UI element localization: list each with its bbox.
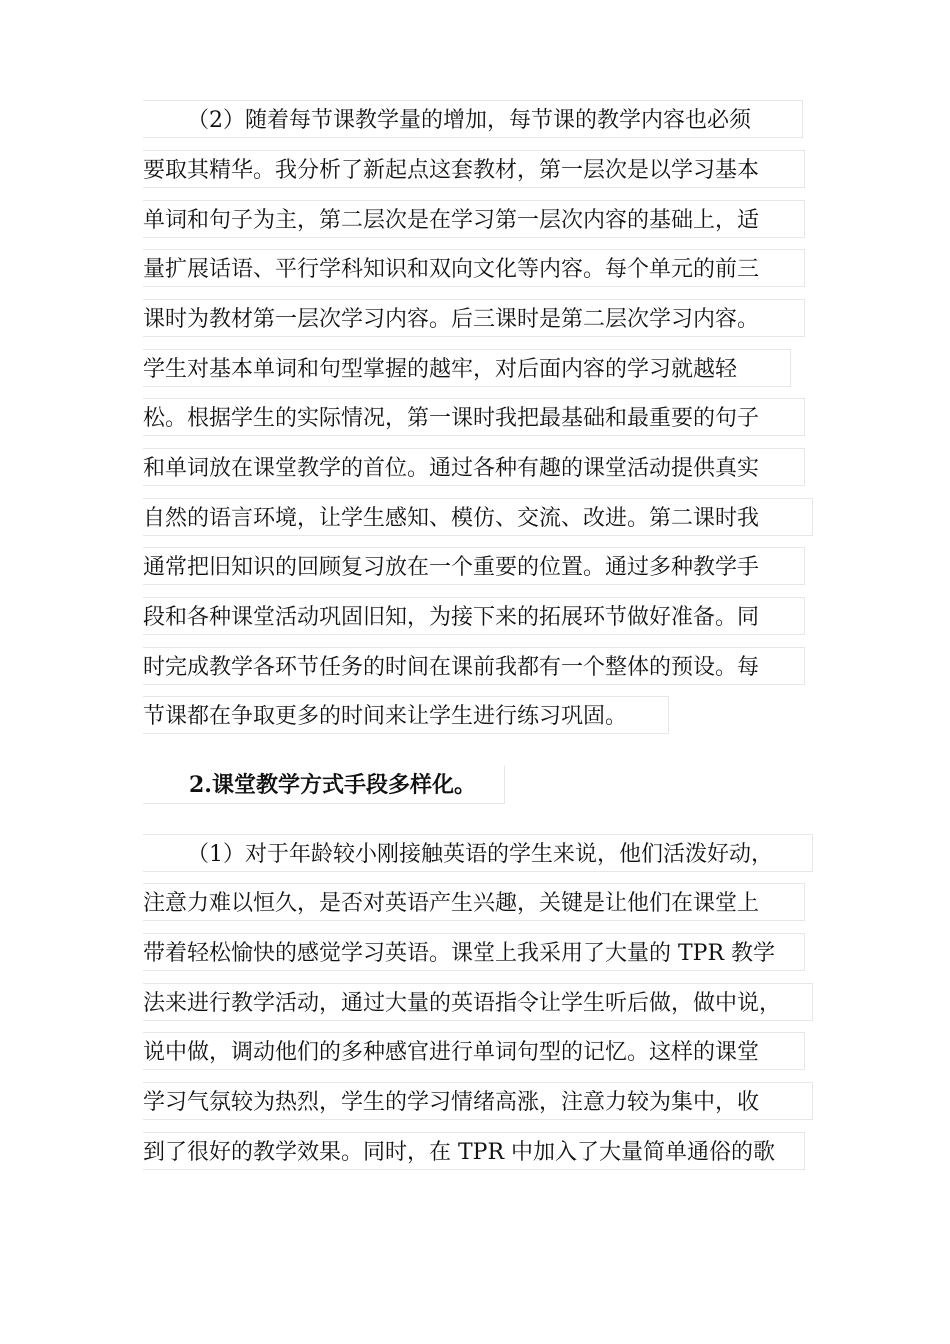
line-text: 带着轻松愉快的感觉学习英语。课堂上我采用了大量的 TPR 教学 xyxy=(143,941,776,966)
line-text: 和单词放在课堂教学的首位。通过各种有趣的课堂活动提供真实 xyxy=(143,456,760,481)
paragraph-2-line-1 xyxy=(143,834,813,872)
line-text: 量扩展话语、平行学科知识和双向文化等内容。每个单元的前三 xyxy=(143,257,760,282)
line-text: 单词和句子为主，第二层次是在学习第一层次内容的基础上，适 xyxy=(143,208,760,233)
paragraph-2-line-7 xyxy=(143,1132,805,1170)
paragraph-1-line-12 xyxy=(143,647,805,685)
paragraph-1-line-10 xyxy=(143,547,805,585)
paragraph-1-line-2 xyxy=(143,150,805,188)
paragraph-1-line-9 xyxy=(143,498,813,536)
paragraph-1-line-3 xyxy=(143,200,805,238)
line-text: 自然的语言环境，让学生感知、模仿、交流、改进。第二课时我 xyxy=(143,506,760,531)
line-text: 要取其精华。我分析了新起点这套教材，第一层次是以学习基本 xyxy=(143,158,760,183)
paragraph-2-line-3 xyxy=(143,933,805,971)
line-text: 段和各种课堂活动巩固旧知，为接下来的拓展环节做好准备。同 xyxy=(143,605,760,630)
line-text: （2）随着每节课教学量的增加，每节课的教学内容也必须 xyxy=(187,108,751,133)
paragraph-1-line-13 xyxy=(143,696,669,734)
line-text: 学生对基本单词和句型掌握的越牢，对后面内容的学习就越轻 xyxy=(143,357,738,382)
paragraph-1-line-1 xyxy=(143,100,803,138)
paragraph-1-line-8 xyxy=(143,448,805,486)
line-text: 法来进行教学活动，通过大量的英语指令让学生听后做，做中说， xyxy=(143,991,782,1016)
paragraph-2-line-5 xyxy=(143,1032,805,1070)
section-heading xyxy=(143,766,505,804)
line-text: 到了很好的教学效果。同时，在 TPR 中加入了大量简单通俗的歌 xyxy=(143,1140,776,1165)
line-text: 课时为教材第一层次学习内容。后三课时是第二层次学习内容。 xyxy=(143,307,760,332)
line-text: 时完成教学各环节任务的时间在课前我都有一个整体的预设。每 xyxy=(143,655,760,680)
line-text: 学习气氛较为热烈，学生的学习情绪高涨，注意力较为集中，收 xyxy=(143,1090,760,1115)
paragraph-1-line-6 xyxy=(143,349,791,387)
paragraph-1-line-7 xyxy=(143,398,805,436)
line-text: 2.课堂教学方式手段多样化。 xyxy=(189,772,476,798)
line-text: 节课都在争取更多的时间来让学生进行练习巩固。 xyxy=(143,704,628,729)
paragraph-1-line-5 xyxy=(143,299,805,337)
line-text: （1）对于年龄较小刚接触英语的学生来说，他们活泼好动， xyxy=(187,842,773,867)
line-text: 通常把旧知识的回顾复习放在一个重要的位置。通过多种教学手 xyxy=(143,555,760,580)
paragraph-2-line-6 xyxy=(143,1082,813,1120)
paragraph-1-line-11 xyxy=(143,597,805,635)
paragraph-2-line-2 xyxy=(143,883,805,921)
line-text: 说中做，调动他们的多种感官进行单词句型的记忆。这样的课堂 xyxy=(143,1040,760,1065)
paragraph-2-line-4 xyxy=(143,983,813,1021)
line-text: 松。根据学生的实际情况，第一课时我把最基础和最重要的句子 xyxy=(143,406,760,431)
paragraph-1-line-4 xyxy=(143,249,805,287)
line-text: 注意力难以恒久，是否对英语产生兴趣，关键是让他们在课堂上 xyxy=(143,891,760,916)
